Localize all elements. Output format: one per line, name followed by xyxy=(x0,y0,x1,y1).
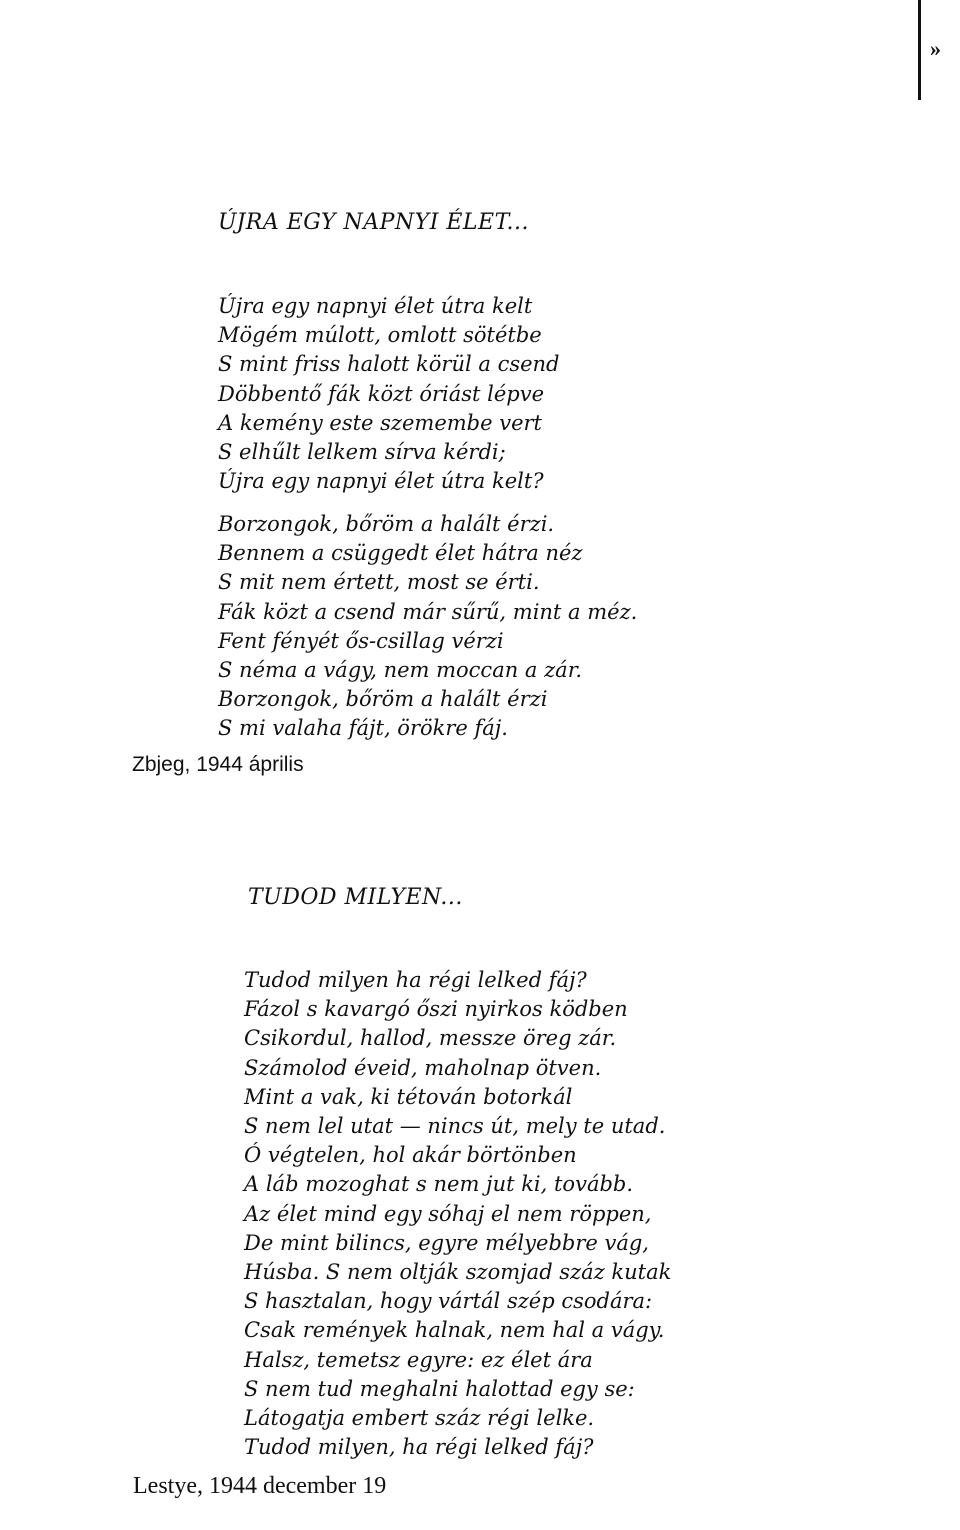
poem2-stanza-1 xyxy=(244,966,671,1462)
poem-line: Döbbentő fák közt óriást lépve xyxy=(218,381,545,406)
poem-line: Ó végtelen, hol akár börtönben xyxy=(244,1143,577,1168)
poem-line: Csak remények halnak, nem hal a vágy. xyxy=(244,1318,665,1343)
poem-line: Az élet mind egy sóhaj el nem röppen, xyxy=(244,1201,652,1226)
poem-line: Tudod milyen ha régi lelked fáj? xyxy=(244,968,587,992)
poem2-signature: Lestye, 1944 december 19 xyxy=(133,1473,387,1499)
poem1-stanza-1 xyxy=(218,292,560,496)
poem-line: Bennem a csüggedt élet hátra néz xyxy=(218,541,583,566)
poem-line: Csikordul, hallod, messze öreg zár. xyxy=(244,1026,617,1051)
poem-line: Látogatja embert száz régi lelke. xyxy=(244,1406,595,1431)
poem-line: S nem lel utat — nincs út, mely te utad. xyxy=(244,1114,666,1139)
poem-line: Halsz, temetsz egyre: ez élet ára xyxy=(244,1347,593,1372)
poem-line: Mögém múlott, omlott sötétbe xyxy=(218,323,542,348)
poem-line: S mit nem értett, most se érti. xyxy=(218,570,540,595)
poem-line: Számolod éveid, maholnap ötven. xyxy=(244,1055,602,1080)
poem-line: Fák közt a csend már sűrű, mint a méz. xyxy=(218,599,638,624)
poem-line: S hasztalan, hogy vártál szép csodára: xyxy=(244,1289,653,1314)
poem1-title: ÚJRA EGY NAPNYI ÉLET... xyxy=(218,210,530,235)
poem-line: Fázol s kavargó őszi nyirkos ködben xyxy=(244,997,628,1022)
poem-line: A kemény este szemembe vert xyxy=(218,410,542,435)
poem-line: S elhűlt lelkem sírva kérdi; xyxy=(218,440,506,465)
poem-line: Borzongok, bőröm a halált érzi. xyxy=(218,512,555,536)
poem-line: Újra egy napnyi élet útra kelt? xyxy=(218,469,544,494)
margin-rule xyxy=(918,0,921,100)
poem-line: S mi valaha fájt, örökre fáj. xyxy=(218,716,508,741)
margin-mark: » xyxy=(930,36,941,61)
poem-line: S néma a vágy, nem moccan a zár. xyxy=(218,658,583,683)
poem2-title: TUDOD MILYEN... xyxy=(248,885,463,910)
poem1-signature: Zbjeg, 1944 április xyxy=(132,753,304,776)
poem-line: S mint friss halott körül a csend xyxy=(218,352,560,377)
poem-line: Húsba. S nem oltják szomjad száz kutak xyxy=(244,1260,672,1285)
poem-line: Újra egy napnyi élet útra kelt xyxy=(218,294,533,318)
poem-line: Tudod milyen, ha régi lelked fáj? xyxy=(244,1435,594,1460)
poem-line: S nem tud meghalni halottad egy se: xyxy=(244,1376,635,1401)
poem-line: A láb mozoghat s nem jut ki, tovább. xyxy=(244,1172,634,1197)
poem-line: Borzongok, bőröm a halált érzi xyxy=(218,687,548,712)
poem1-stanza-2 xyxy=(218,510,637,744)
poem-line: De mint bilincs, egyre mélyebbre vág, xyxy=(244,1230,649,1255)
poem-line: Mint a vak, ki tétován botorkál xyxy=(244,1084,573,1109)
poem-line: Fent fényét ős-csillag vérzi xyxy=(218,628,504,653)
